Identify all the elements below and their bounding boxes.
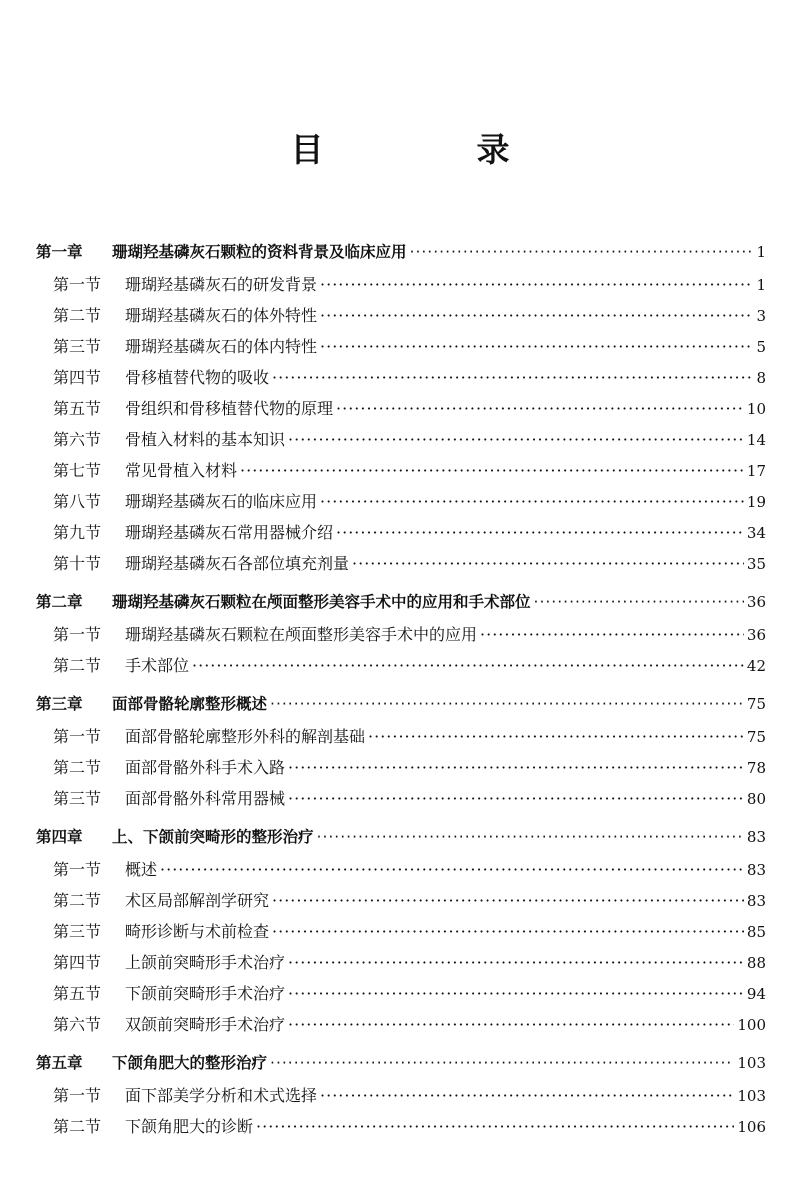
toc-chapter-heading[interactable] — [36, 235, 766, 269]
toc-entry-label: 第二节 — [53, 656, 102, 675]
toc-entry-title: 术区局部解剖学研究 — [125, 891, 270, 910]
toc-chapter — [36, 820, 766, 1040]
toc-entry-title: 下颌前突畸形手术治疗 — [125, 984, 286, 1003]
toc-chapter-heading[interactable] — [36, 687, 766, 721]
toc-section-entry[interactable] — [36, 854, 766, 885]
toc-section-entry[interactable] — [36, 269, 766, 300]
dot-leader — [288, 752, 744, 783]
dot-leader — [480, 619, 744, 650]
toc-page-number: 14 — [746, 431, 766, 449]
toc-entry-label: 第三节 — [53, 922, 102, 941]
toc-section-entry[interactable] — [36, 393, 766, 424]
toc-entry-title: 面部骨骼外科手术入路 — [125, 758, 286, 777]
toc-entry-title: 双颌前突畸形手术治疗 — [125, 1015, 286, 1034]
toc-entry-label: 第二节 — [53, 891, 102, 910]
toc-entry-title: 骨植入材料的基本知识 — [125, 430, 286, 449]
toc-entry-label: 第三节 — [53, 337, 102, 356]
dot-leader — [160, 854, 744, 885]
dot-leader — [272, 885, 744, 916]
toc-entry-title: 上、下颌前突畸形的整形治疗 — [112, 828, 314, 846]
dot-leader — [320, 300, 753, 331]
toc-section-entry[interactable] — [36, 424, 766, 455]
toc-entry-title: 骨移植替代物的吸收 — [125, 368, 270, 387]
toc-entry-title: 珊瑚羟基磷灰石常用器械介绍 — [125, 523, 334, 542]
toc-entry-title: 概述 — [125, 860, 158, 879]
dot-leader — [320, 269, 753, 300]
toc-section-entry[interactable] — [36, 455, 766, 486]
toc-entry-title: 珊瑚羟基磷灰石的研发背景 — [125, 275, 318, 294]
toc-entry-title: 下颌角肥大的诊断 — [125, 1117, 254, 1136]
toc-entry-label: 第九节 — [53, 523, 102, 542]
dot-leader — [256, 1111, 734, 1142]
dot-leader — [288, 978, 744, 1009]
toc-page-number: 34 — [746, 524, 766, 542]
toc-chapter — [36, 585, 766, 681]
toc-entry-title: 珊瑚羟基磷灰石的临床应用 — [125, 492, 318, 511]
toc-page-number: 83 — [746, 861, 766, 879]
dot-leader — [410, 235, 754, 269]
toc-section-entry[interactable] — [36, 1009, 766, 1040]
toc-chapter-heading[interactable] — [36, 1046, 766, 1080]
toc-section-entry[interactable] — [36, 548, 766, 579]
toc-page-number: 35 — [746, 555, 766, 573]
toc-section-entry[interactable] — [36, 362, 766, 393]
toc-page-number: 106 — [737, 1118, 766, 1136]
toc-entry-title: 珊瑚羟基磷灰石颗粒在颅面整形美容手术中的应用和手术部位 — [112, 593, 531, 611]
dot-leader — [534, 585, 744, 619]
dot-leader — [320, 1080, 734, 1111]
toc-entry-title: 下颌角肥大的整形治疗 — [112, 1054, 268, 1072]
toc-section-entry[interactable] — [36, 1111, 766, 1142]
toc-page-number: 19 — [746, 493, 766, 511]
toc-entry-title: 珊瑚羟基磷灰石的体内特性 — [125, 337, 318, 356]
toc-entry-label: 第六节 — [53, 1015, 102, 1034]
toc-page-number: 78 — [746, 759, 766, 777]
toc-entry-title: 骨组织和骨移植替代物的原理 — [125, 399, 334, 418]
toc-section-entry[interactable] — [36, 752, 766, 783]
dot-leader — [320, 486, 744, 517]
toc-entry-label: 第二节 — [53, 758, 102, 777]
dot-leader — [336, 393, 744, 424]
toc-page-number: 36 — [746, 626, 766, 644]
toc-section-entry[interactable] — [36, 1080, 766, 1111]
toc-section-entry[interactable] — [36, 916, 766, 947]
dot-leader — [272, 362, 753, 393]
toc-entry-title: 上颌前突畸形手术治疗 — [125, 953, 286, 972]
toc-page-number: 3 — [756, 307, 766, 325]
toc-entry-title: 珊瑚羟基磷灰石颗粒的资料背景及临床应用 — [112, 243, 407, 261]
dot-leader — [336, 517, 744, 548]
toc-entry-title: 面部骨骼外科常用器械 — [125, 789, 286, 808]
toc-page-number: 83 — [746, 828, 766, 846]
toc-page-number: 94 — [746, 985, 766, 1003]
toc-page-number: 80 — [746, 790, 766, 808]
toc-page-number: 103 — [737, 1087, 766, 1105]
table-of-contents — [36, 235, 766, 1148]
toc-entry-title: 畸形诊断与术前检查 — [125, 922, 270, 941]
toc-page-number: 100 — [737, 1016, 766, 1034]
toc-entry-title: 珊瑚羟基磷灰石各部位填充剂量 — [125, 554, 350, 573]
toc-entry-label: 第一节 — [53, 275, 102, 294]
toc-chapter — [36, 687, 766, 814]
dot-leader — [317, 820, 744, 854]
toc-section-entry[interactable] — [36, 300, 766, 331]
toc-entry-label: 第八节 — [53, 492, 102, 511]
toc-section-entry[interactable] — [36, 650, 766, 681]
toc-entry-label: 第一节 — [53, 625, 102, 644]
toc-entry-label: 第六节 — [53, 430, 102, 449]
toc-section-entry[interactable] — [36, 517, 766, 548]
dot-leader — [288, 947, 744, 978]
toc-page-number: 88 — [746, 954, 766, 972]
toc-page-number: 85 — [746, 923, 766, 941]
toc-entry-label: 第四节 — [53, 953, 102, 972]
toc-entry-title: 常见骨植入材料 — [125, 461, 238, 480]
toc-section-entry[interactable] — [36, 885, 766, 916]
dot-leader — [240, 455, 744, 486]
toc-section-entry[interactable] — [36, 721, 766, 752]
page-title: 目 录 — [290, 130, 570, 169]
dot-leader — [270, 687, 744, 721]
toc-entry-label: 第七节 — [53, 461, 102, 480]
toc-page-number: 1 — [756, 276, 766, 294]
toc-page-number: 5 — [756, 338, 766, 356]
toc-page-number: 36 — [746, 593, 766, 611]
toc-entry-label: 第一章 — [36, 243, 83, 261]
toc-page-number: 42 — [746, 657, 766, 675]
toc-entry-label: 第二章 — [36, 593, 83, 611]
toc-entry-label: 第四章 — [36, 828, 83, 846]
toc-page-number: 8 — [756, 369, 766, 387]
toc-page-number: 1 — [756, 243, 766, 261]
toc-entry-label: 第四节 — [53, 368, 102, 387]
toc-page-number: 103 — [737, 1054, 766, 1072]
toc-entry-title: 面下部美学分析和术式选择 — [125, 1086, 318, 1105]
toc-entry-label: 第五节 — [53, 984, 102, 1003]
dot-leader — [288, 1009, 734, 1040]
toc-entry-label: 第二节 — [53, 1117, 102, 1136]
dot-leader — [270, 1046, 734, 1080]
toc-page-number: 75 — [746, 695, 766, 713]
toc-chapter — [36, 1046, 766, 1142]
toc-section-entry[interactable] — [36, 978, 766, 1009]
toc-entry-label: 第一节 — [53, 860, 102, 879]
dot-leader — [352, 548, 744, 579]
toc-section-entry[interactable] — [36, 619, 766, 650]
toc-chapter-heading[interactable] — [36, 585, 766, 619]
dot-leader — [192, 650, 744, 681]
toc-page-number: 10 — [746, 400, 766, 418]
toc-entry-title: 珊瑚羟基磷灰石的体外特性 — [125, 306, 318, 325]
toc-chapter — [36, 235, 766, 579]
toc-chapter-heading[interactable] — [36, 820, 766, 854]
toc-entry-label: 第二节 — [53, 306, 102, 325]
toc-entry-title: 珊瑚羟基磷灰石颗粒在颅面整形美容手术中的应用 — [125, 625, 478, 644]
toc-entry-title: 手术部位 — [125, 656, 190, 675]
dot-leader — [320, 331, 753, 362]
dot-leader — [272, 916, 744, 947]
toc-entry-label: 第一节 — [53, 1086, 102, 1105]
dot-leader — [368, 721, 744, 752]
toc-page-number: 75 — [746, 728, 766, 746]
toc-section-entry[interactable] — [36, 331, 766, 362]
toc-section-entry[interactable] — [36, 947, 766, 978]
dot-leader — [288, 783, 744, 814]
toc-section-entry[interactable] — [36, 783, 766, 814]
toc-entry-label: 第五章 — [36, 1054, 83, 1072]
toc-section-entry[interactable] — [36, 486, 766, 517]
toc-page-number: 17 — [746, 462, 766, 480]
toc-entry-label: 第五节 — [53, 399, 102, 418]
toc-page-number: 83 — [746, 892, 766, 910]
toc-entry-label: 第三节 — [53, 789, 102, 808]
toc-entry-label: 第十节 — [53, 554, 102, 573]
dot-leader — [288, 424, 744, 455]
toc-entry-label: 第一节 — [53, 727, 102, 746]
toc-entry-title: 面部骨骼轮廓整形概述 — [112, 695, 268, 713]
toc-entry-label: 第三章 — [36, 695, 83, 713]
toc-entry-title: 面部骨骼轮廓整形外科的解剖基础 — [125, 727, 366, 746]
